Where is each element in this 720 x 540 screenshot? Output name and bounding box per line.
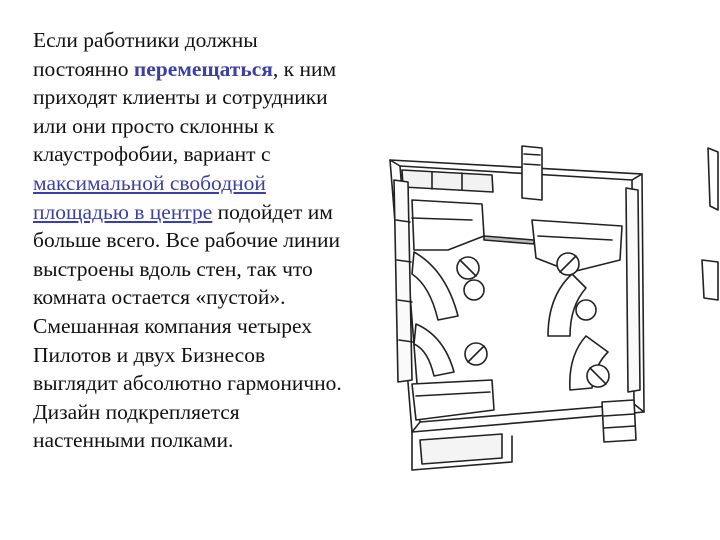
text-fragment: подойдет им xyxy=(212,199,333,224)
text-fragment: постоянно xyxy=(33,56,134,81)
text-line: комната остается «пустой». xyxy=(33,285,286,310)
text-line: выглядит абсолютно гармонично. xyxy=(33,371,342,396)
text-line: Дизайн подкрепляется xyxy=(33,399,240,424)
text-line: Пилотов и двух Бизнесов xyxy=(33,342,266,367)
link-max-free-space[interactable]: максимальной свободной xyxy=(33,170,266,195)
text-line: больше всего. Все рабочие линии xyxy=(33,228,341,253)
office-floor-plan-icon xyxy=(372,140,720,510)
text-line: или они просто склонны к xyxy=(33,113,275,138)
text-line: Смешанная компания четырех xyxy=(33,313,312,338)
text-fragment: , к ним xyxy=(272,56,337,81)
highlighted-term: перемещаться xyxy=(133,56,273,81)
text-line xyxy=(33,198,383,227)
text-line xyxy=(33,169,383,198)
text-line: клаустрофобии, вариант с xyxy=(33,142,271,167)
text-line xyxy=(33,55,383,84)
link-area-in-center[interactable]: площадью в центре xyxy=(33,199,213,224)
body-paragraph xyxy=(33,26,383,455)
text-line: приходят клиенты и сотрудники xyxy=(33,85,328,110)
text-line: выстроены вдоль стен, так что xyxy=(33,256,313,281)
text-line: настенными полками. xyxy=(33,428,234,453)
text-line: Если работники должны xyxy=(33,28,258,52)
